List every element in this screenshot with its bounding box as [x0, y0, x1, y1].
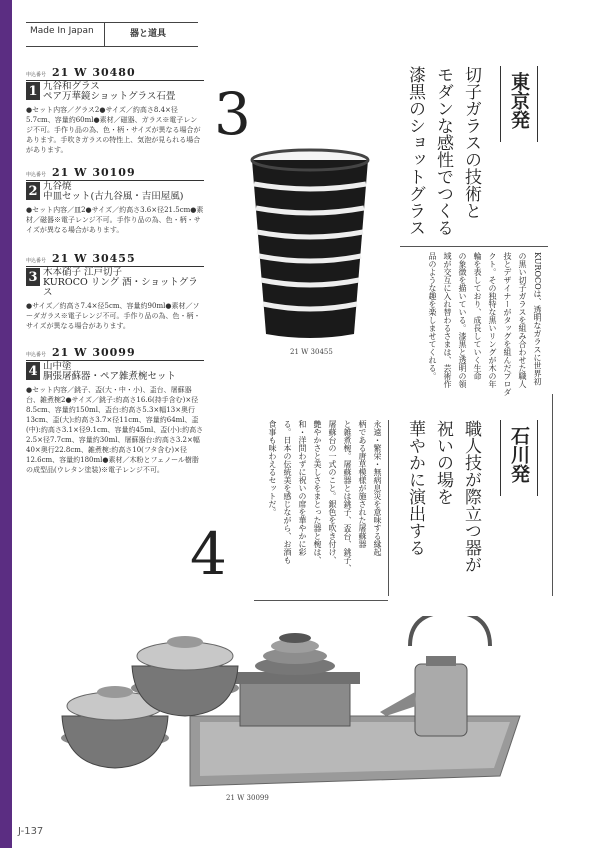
- header-rule-top: [26, 22, 198, 23]
- body4-line-3: と雑煮椀。屠蘇器とは銚子、盃台、銚子、: [343, 420, 352, 572]
- product-description: ●セット内容／銚子、盃(大・中・小)、盃台、屠蘇器台、雑煮椀2●サイズ／銚子:約高さ16.6(持手含む)×径8.5cm、容量約150ml、盃台:約高さ5.3×幅13×奥行13cm、盃(大):約高さ3.7×径11cm、容量約64ml、盃(中):約高さ3.1×径9.1cm、容量約45ml、盃(小):約高さ2.5×径7.7cm、容量約30ml、屠蘇器台:約高さ3.2×幅40×奥行22.8cm、雑煮椀:約高さ10(フタ含む)×径12.6cm、容量約180ml●素材／木粉とフェノール樹脂の成型品(ウレタン塗装)※電子レンジ不可。: [26, 386, 204, 474]
- item-number-badge: 3: [26, 268, 40, 286]
- headline-1: 切子ガラスの技術と: [461, 66, 481, 219]
- product-code: 21 W 30480: [52, 66, 136, 79]
- body4-line-7: る。日本の伝統美を感じながら、お酒も: [283, 420, 292, 564]
- body4-line-5: 艶やかさと美しさをまとった器と椀は、: [313, 420, 322, 564]
- header-divider: [104, 22, 105, 46]
- body4-rule-bottom: [254, 600, 388, 601]
- code-label: 申込番号: [26, 258, 47, 264]
- product-maker: 九谷和グラス: [43, 81, 100, 92]
- product-maker: 山中塗: [43, 361, 72, 372]
- body-rule-top: [400, 246, 548, 247]
- product-code: 21 W 30099: [52, 346, 136, 359]
- product-name: 中皿セット(古九谷風・吉田屋風): [43, 191, 184, 202]
- product-name: 胴張屠蘇器・ペア雑煮椀セット: [43, 371, 177, 382]
- section4-rule: [552, 394, 553, 596]
- section-number-4: 4: [190, 520, 227, 588]
- body4-line-2: 柄である唐草模様が施された屠蘇器: [358, 420, 367, 548]
- body4-line-1: 永遠・繁栄・無病息災を意味する縁起: [373, 420, 382, 556]
- headline-2: モダンな感性でつくる: [433, 66, 453, 236]
- product-code: 21 W 30109: [52, 166, 136, 179]
- header-rule-bottom: [26, 46, 198, 47]
- headline-4-3: 華やかに演出する: [405, 420, 425, 556]
- product-item-4: [26, 346, 204, 475]
- made-in-japan-label: Made In Japan: [30, 26, 94, 36]
- item-number-badge: 1: [26, 82, 40, 100]
- code-label: 申込番号: [26, 72, 47, 78]
- product-code: 21 W 30455: [52, 252, 136, 265]
- body-line-3: 技とデザイナーがタッグを組んだプロダ: [503, 252, 512, 396]
- body-line-8: 品のような趣を楽しませてくれる。: [428, 252, 437, 380]
- product-name: ペア万華鏡ショットグラス石畳: [43, 91, 176, 102]
- caption-30099: 21 W 30099: [226, 794, 269, 802]
- body4-line-4: 屠蘇台の一式のこと。銀色を吹き付け、: [328, 420, 337, 564]
- sidebar-accent-bar: [0, 0, 12, 848]
- headline-3: 漆黒のショットグラス: [405, 66, 425, 236]
- origin-label-ishikawa: 石川発: [508, 426, 530, 483]
- body-line-4: クト。その独特な黒いリングが木の年: [488, 252, 497, 388]
- caption-30455: 21 W 30455: [290, 348, 333, 356]
- product-item-1: [26, 66, 204, 155]
- origin-label-tokyo: 東京発: [508, 72, 530, 129]
- body-line-7: 域が交互に入れ替わるさまは、芸術作: [443, 252, 452, 388]
- category-label: 器と道具: [130, 29, 167, 39]
- page-number: J-137: [18, 826, 44, 837]
- body4-line-8: 食事も味わえるセットだ。: [268, 420, 277, 516]
- body-line-6: の象徴を描いている。漆黒と透明の領: [458, 252, 467, 388]
- item-number-badge: 4: [26, 362, 40, 380]
- product-maker: 九谷焼: [43, 181, 72, 192]
- code-label: 申込番号: [26, 172, 47, 178]
- product-description: ●セット内容／皿2●サイズ／約高さ3.6×径21.5cm●素材／磁器※電子レンジ不可。手作り品の為、色・柄・サイズが異なる場合があります。: [26, 206, 204, 234]
- body-line-1: KUROCOは、透明なガラスに世界初: [533, 252, 542, 386]
- headline-4-2: 祝いの場を: [433, 420, 453, 505]
- product-item-3: [26, 252, 204, 331]
- body-line-5: 輪を表しており、成長していく生命: [473, 252, 482, 380]
- product-description: ●セット内容／グラス2●サイズ／約高さ8.4×径5.7cm、容量約60ml●素材／磁器、ガラス※電子レンジ不可。手作り品の為、色・柄・サイズが異なる場合があります。手吹きガラスの特性上、気泡が見られる場合があります。: [26, 106, 201, 154]
- product-item-2: [26, 166, 204, 235]
- body4-line-6: 和・洋問わずに祝いの席を華やかに彩: [298, 420, 307, 556]
- toso-set-image: [50, 616, 550, 796]
- product-description: ●サイズ／約高さ7.4×径5cm、容量約90ml●素材／ソーダガラス※電子レンジ不可。手作り品の為、色・柄・サイズが異なる場合があります。: [26, 302, 201, 330]
- code-label: 申込番号: [26, 352, 47, 358]
- body-line-2: の黒い切子ガラスを組み合わせた職人: [518, 252, 527, 388]
- section-number-3: 3: [214, 80, 251, 148]
- item-number-badge: 2: [26, 182, 40, 200]
- product-name: KUROCO リング 酒・ショットグラス: [43, 277, 198, 298]
- product-maker: 木本硝子 江戸切子: [43, 267, 123, 278]
- headline-4-1: 職人技が際立つ器が: [461, 420, 481, 573]
- kuroco-glass-image: [240, 146, 380, 344]
- body4-rule: [388, 420, 389, 596]
